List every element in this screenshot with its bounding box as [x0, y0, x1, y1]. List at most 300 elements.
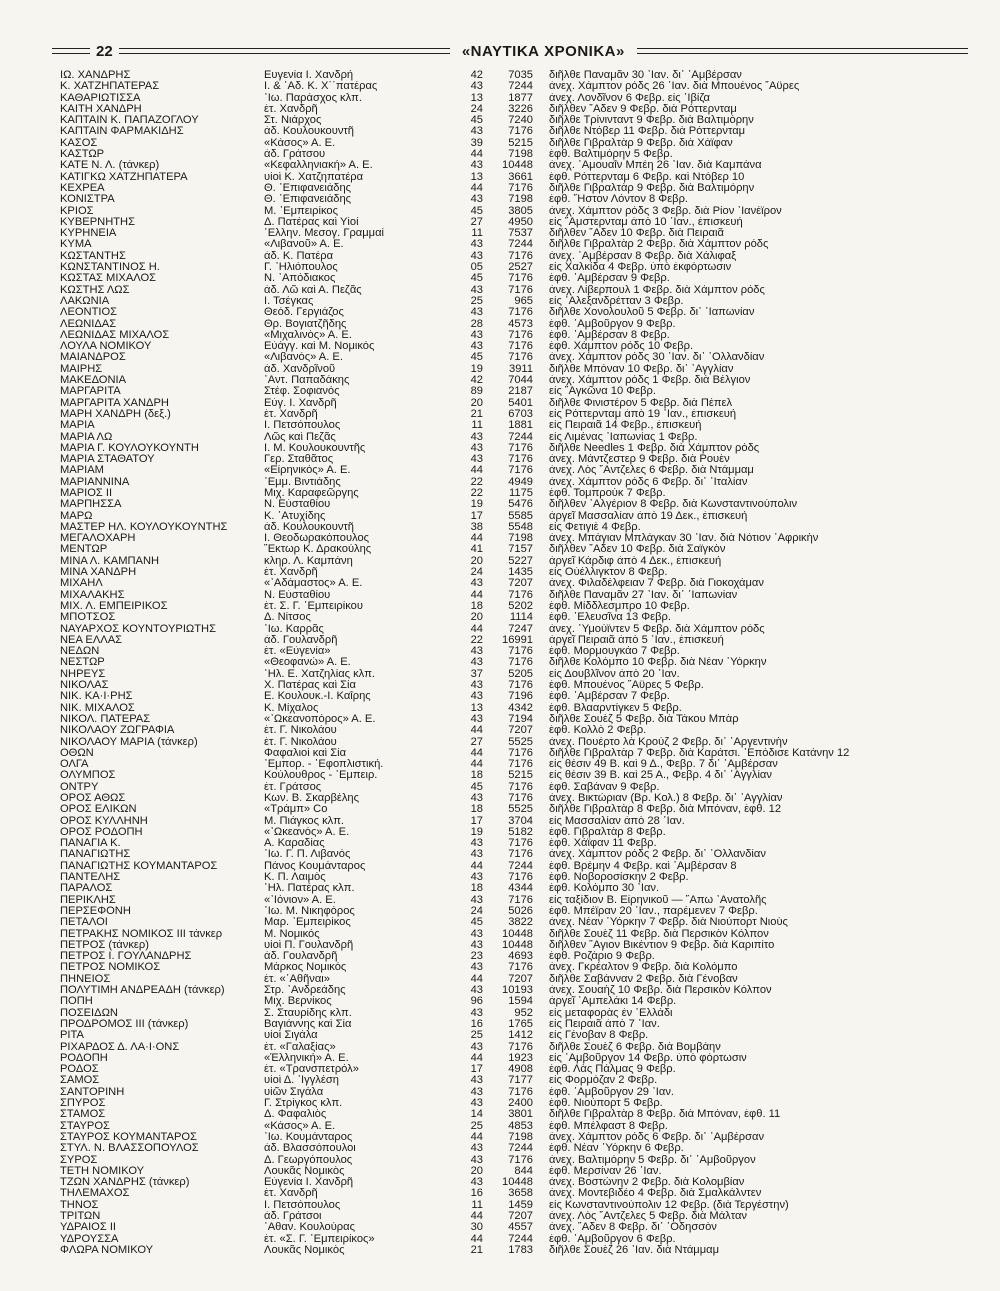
ship-status: ἐφθ. Μορμουγκάο 7 Φεβρ.: [549, 646, 680, 658]
ship-status: ἀργεῖ ᾿Αμπελάκι 14 Φεβρ.: [549, 996, 677, 1008]
ship-owner: Ι. Πετσόπουλος: [264, 1199, 341, 1211]
ship-code: 43: [470, 838, 483, 850]
ship-owner: ἑτ. «᾿Αθῆναι»: [264, 973, 330, 985]
table-row: [60, 816, 962, 827]
table-row: [60, 443, 962, 454]
ship-code: 25: [470, 1030, 483, 1042]
ship-name: ΚΑΠΤΑΙΝ Κ. ΠΑΠΑΖΟΓΛΟΥ: [60, 115, 199, 127]
table-row: [60, 1030, 962, 1041]
ship-owner: Κ. Π. Λαιμὸς: [264, 872, 326, 884]
ship-tonnage: 5202: [508, 600, 533, 612]
ship-name: ΠΑΝΑΓΙΩΤΗΣ ΚΟΥΜΑΝΤΑΡΟΣ: [60, 860, 218, 872]
table-row: [60, 341, 962, 352]
ship-owner: Φαφαλιοὶ καὶ Σία: [264, 747, 347, 759]
ship-name: ΛΕΩΝΙΔΑΣ: [60, 318, 117, 330]
table-row: [60, 273, 962, 284]
ship-status: ἐφθ. Νιούπορτ 5 Φεβρ.: [549, 1098, 663, 1110]
table-row: [60, 556, 962, 567]
ship-owner: ἀδ. Γουλανδρῆ: [264, 951, 338, 963]
ship-status: ἀνεχ. Νέαν ῾Υόρκην 7 Φεβρ. διὰ Νιούπορτ Νιοὺς: [549, 917, 788, 929]
ship-owner: ἑτ. Χανδρῆ: [264, 1188, 318, 1200]
ship-status: ἐφθ. ᾿Αμβοῦργον 6 Φεβρ.: [549, 1233, 676, 1245]
ship-name: ΝΙΚΟΛΑΣ: [60, 680, 109, 692]
ship-code: 43: [470, 81, 483, 93]
ship-name: ΙΩ. ΧΑΝΔΡΗΣ: [60, 70, 131, 81]
table-row: [60, 578, 962, 589]
ship-status: ἀνεχ. Λονδῖνον 6 Φεβρ. εἰς ῾Ιβίζα: [549, 92, 710, 104]
ship-tonnage: 7176: [508, 126, 533, 138]
ship-name: ΜΙΧΑΛΑΚΗΣ: [60, 589, 125, 601]
ship-owner: Ν. Εὐσταθίου: [264, 589, 331, 601]
ship-status: ἐφθ. ᾿Αμβέρσαν 7 Φεβρ.: [549, 691, 670, 703]
ship-name: ΚΑΤΙΓΚΩ ΧΑΤΖΗΠΑΤΕΡΑ: [60, 171, 188, 183]
ship-tonnage: 3822: [508, 917, 533, 929]
ship-tonnage: 16991: [502, 634, 533, 646]
ship-code: 43: [470, 160, 483, 172]
ship-status: ἀνεχ. Λὸς ῎Αντζελες 6 Φεβρ. διὰ Ντάμμαμ: [549, 465, 754, 477]
ship-tonnage: 7157: [508, 544, 533, 556]
ship-code: 22: [470, 634, 483, 646]
ship-status: ἀνεχ. Χάμπτον ρόδς 2 Φεβρ. δι᾿ ᾿Ολλανδίαν: [549, 849, 766, 861]
ship-owner: «Λιβανός» Α. Ε.: [264, 352, 343, 364]
ship-tonnage: 7176: [508, 465, 533, 477]
ship-code: 18: [470, 770, 483, 782]
ship-tonnage: 4950: [508, 216, 533, 228]
ship-owner: Σ. Σταυρίδης κλπ.: [264, 1007, 352, 1019]
ship-owner: Λουκᾶς Νομικὸς: [264, 1244, 345, 1256]
ship-name: ΠΕΤΡΟΣ ΝΟΜΙΚΟΣ: [60, 962, 161, 974]
table-row: [60, 804, 962, 815]
ship-code: 19: [470, 499, 483, 511]
table-row: [60, 793, 962, 804]
ship-code: 05: [470, 262, 483, 274]
table-row: [60, 917, 962, 928]
ship-owner: Θ. ᾿Επιφανειάδης: [264, 194, 352, 206]
ship-status: ἀνεχ. Χάμπτον ρόδς 3 Φεβρ. διὰ Ρίον ᾿Ιανέϊρον: [549, 205, 782, 217]
ship-tonnage: 3801: [508, 1109, 533, 1121]
ship-code: 17: [470, 815, 483, 827]
ship-code: 43: [470, 454, 483, 466]
ship-tonnage: 3911: [509, 363, 533, 375]
ship-code: 43: [470, 962, 483, 974]
ship-code: 19: [470, 826, 483, 838]
ship-tonnage: 10448: [502, 928, 533, 940]
ship-code: 43: [470, 872, 483, 884]
ship-status: ἀνεχ. ῾Υμούϊντεν 5 Φεβρ. διὰ Χάμπτον ρόδς: [549, 623, 765, 635]
ship-name: ΦΛΩΡΑ ΝΟΜΙΚΟΥ: [60, 1244, 154, 1256]
ship-status: ἀργεῖ Πειραιᾶ ἀπὸ 5 ᾿Ιαν., ἐπισκευή: [549, 634, 724, 646]
table-row: [60, 1177, 962, 1188]
ship-name: ΥΔΡΑΙΟΣ ΙΙ: [60, 1222, 117, 1234]
ship-code: 43: [470, 928, 483, 940]
ship-status: διῆλθε Παναμᾶν 27 ᾿Ιαν. δι᾿ ᾿Ιαπωνίαν: [549, 589, 738, 601]
table-row: [60, 1121, 962, 1132]
ship-name: ΚΕΧΡΕΑ: [60, 182, 105, 194]
ship-owner: ἑτ. «Εὐγενία»: [264, 646, 331, 658]
ship-code: 43: [470, 1098, 483, 1110]
ship-status: ἀνεχ. Μοντεβιδέο 4 Φεβρ. διὰ Σμαλκάλντεν: [549, 1188, 762, 1200]
ship-tonnage: 7176: [508, 307, 533, 319]
ship-name: ΜΙΧΑΗΛ: [60, 578, 103, 590]
ship-owner: Κούλουθρος - ᾿Εμπειρ.: [264, 770, 378, 782]
page-header: [52, 40, 968, 62]
header-rule-left: [52, 48, 90, 54]
ship-code: 44: [470, 1052, 483, 1064]
ship-status: ἀνεχ. Βικτώριαν (Βρ. Κολ.) 8 Φεβρ. δι᾿ ᾿Αγγλίαν: [549, 793, 783, 804]
ship-status: ἀνεχ. Μάντζεστερ 9 Φεβρ. διὰ Ρουὲν: [549, 454, 730, 466]
ship-tonnage: 2527: [508, 262, 533, 274]
ship-status: ἀργεῖ Κάρδιφ ἀπὸ 4 Δεκ., ἐπισκευή: [549, 555, 722, 567]
ship-status: εἰς Φορμόζαν 2 Φεβρ.: [549, 1075, 658, 1087]
table-row: [60, 849, 962, 860]
ship-code: 22: [470, 487, 483, 499]
ship-name: ΜΕΓΑΛΟΧΑΡΗ: [60, 533, 136, 545]
ship-owner: Βαγιάννης καὶ Σία: [264, 1018, 352, 1030]
ship-status: εἰς Πειραιᾶ 14 Φεβρ., ἐπισκευή: [549, 420, 702, 432]
ship-code: 37: [470, 668, 483, 680]
table-row: [60, 138, 962, 149]
ship-code: 43: [470, 284, 483, 296]
ship-tonnage: 7244: [508, 81, 533, 93]
table-row: [60, 533, 962, 544]
ship-tonnage: 3658: [508, 1188, 533, 1200]
table-row: [60, 104, 962, 115]
ship-owner: Μάρκος Νομικός: [264, 962, 347, 974]
ship-code: 21: [470, 1244, 483, 1256]
ship-name: Κ. ΧΑΤΖΗΠΑΤΕΡΑΣ: [60, 81, 160, 93]
ship-tonnage: 7537: [508, 228, 533, 240]
ship-code: 43: [470, 1007, 483, 1019]
ship-name: ΛΟΥΛΑ ΝΟΜΙΚΟΥ: [60, 341, 152, 353]
ship-tonnage: 4693: [508, 951, 533, 963]
ship-status: ἀνεχ. Γκρέαλτον 9 Φεβρ. διὰ Κολόμπο: [549, 962, 738, 974]
ship-name: ΟΛΥΜΠΟΣ: [60, 770, 116, 782]
table-row: [60, 488, 962, 499]
ship-tonnage: 965: [514, 295, 533, 307]
table-row: [60, 81, 962, 92]
ship-status: εἰς θέσιν 39 Β. καὶ 25 Α., Φεβρ. 4 δι᾿ ᾿Αγγλίαν: [549, 770, 772, 782]
ship-tonnage: 4908: [508, 1064, 533, 1076]
table-row: [60, 319, 962, 330]
ship-status: ἀνεχ. Χάμπτον ρόδς 1 Φεβρ. διὰ Βέλγιον: [549, 375, 751, 387]
ship-name: ΝΙΚΟΛΑΟΥ ΜΑΡΙΑ (τάνκερ): [60, 736, 198, 748]
ship-status: εἰς ᾿Αλεξανδρέτταν 3 Φεβρ.: [549, 295, 684, 307]
ship-status: εἰς Γένοβαν 8 Φεβρ.: [549, 1030, 649, 1042]
ship-status: ἐφθ. Μπέϊραν 20 ᾿Ιαν., παρέμενεν 7 Φεβρ.: [549, 905, 758, 917]
ship-status: εἰς Φετιγιὲ 4 Φεβρ.: [549, 521, 641, 533]
ship-tonnage: 1594: [508, 996, 533, 1008]
ship-owner: ἑτ. Χανδρῆ: [264, 103, 318, 115]
ship-owner: «᾿Ωκεανός» Α. Ε.: [264, 826, 350, 838]
ship-owner: «᾿Αδάμαστος» Α. Ε.: [264, 578, 363, 590]
ship-name: ΝΙΚ. ΚΑ·Ι·ΡΗΣ: [60, 691, 133, 703]
table-row: [60, 940, 962, 951]
ship-owner: Ν. Εὐσταθίου: [264, 499, 331, 511]
ship-code: 45: [470, 205, 483, 217]
table-row: [60, 895, 962, 906]
ship-tonnage: 2187: [508, 386, 533, 398]
ship-code: 42: [470, 375, 483, 387]
table-row: [60, 183, 962, 194]
ship-name: ΜΑΡΓΑΡΙΤΑ: [60, 386, 121, 398]
ship-name: ΟΡΟΣ ΚΥΛΛΗΝΗ: [60, 815, 148, 827]
ship-code: 44: [470, 1210, 483, 1222]
header-rule-middle: [119, 48, 450, 54]
ship-name: ΠΕΡΣΕΦΟΝΗ: [60, 905, 131, 917]
ship-tonnage: 7194: [508, 713, 533, 725]
ship-tonnage: 7176: [508, 657, 533, 669]
ship-name: ΜΑΡΩ: [60, 510, 93, 522]
ship-tonnage: 7247: [508, 623, 533, 635]
ship-code: 43: [470, 691, 483, 703]
ship-status: διῆλθε Γιβραλτὰρ 8 Φεβρ. διὰ Μπόναν, ἐφθ. 12: [549, 804, 782, 816]
table-row: [60, 160, 962, 171]
ship-code: 43: [470, 329, 483, 341]
ship-code: 45: [470, 273, 483, 285]
ship-owner: ἑτ. Σ. Γ. ᾿Εμπειρίκου: [264, 600, 363, 612]
ship-status: ἐφθ. Τομπρούκ 7 Φεβρ.: [549, 487, 666, 499]
ship-name: ΠΟΣΕΙΔΩΝ: [60, 1007, 118, 1019]
ship-name: ΤΕΤΗ ΝΟΜΙΚΟΥ: [60, 1165, 145, 1177]
ship-name: ΚΡΙΟΣ: [60, 205, 94, 217]
ship-name: ΠΑΝΤΕΛΗΣ: [60, 872, 121, 884]
ship-owner: ῾Ηλ. Πατέρας κλπ.: [264, 883, 355, 895]
ship-status: διῆλθε Παναμᾶν 30 ᾿Ιαν. δι᾿ ᾿Αμβέρσαν: [549, 70, 742, 81]
ship-name: ΣΤΑΜΟΣ: [60, 1109, 106, 1121]
ship-owner: ἑτ. «Σ. Γ. ᾿Εμπειρίκος»: [264, 1233, 375, 1245]
ship-code: 25: [470, 1120, 483, 1132]
table-row: [60, 703, 962, 714]
ship-name: ΣΤΑΥΡΟΣ ΚΟΥΜΑΝΤΑΡΟΣ: [60, 1131, 197, 1143]
ship-name: ΠΕΤΑΛΟΙ: [60, 917, 108, 929]
ship-status: διῆλθεν ᾿Αλγέριον 8 Φεβρ. διὰ Κωνσταντινούπολιν: [549, 499, 798, 511]
ship-name: ΥΔΡΟΥΣΣΑ: [60, 1233, 119, 1245]
ship-name: ΚΩΝΣΤΑΝΤΙΝΟΣ Η.: [60, 262, 160, 274]
table-row: [60, 759, 962, 770]
ship-owner: «Τράμπ» Co: [264, 804, 328, 816]
ship-name: ΝΙΚΟΛ. ΠΑΤΕΡΑΣ: [60, 713, 151, 725]
ship-name: ΚΑΣΟΣ: [60, 137, 98, 149]
ship-status: ἀνεχ. Χάμπτον ρόδς 26 ᾿Ιαν. διὰ Μπουένος ῎Αϋρες: [549, 81, 800, 93]
ship-name: ΜΑΙΑΝΔΡΟΣ: [60, 352, 126, 364]
ship-name: ΝΕΔΩΝ: [60, 646, 100, 658]
ship-tonnage: 6703: [508, 408, 533, 420]
table-row: [60, 1245, 962, 1256]
ship-owner: υἱῶν Σιγάλα: [264, 1086, 324, 1098]
ship-status: εἰς Ρόττερνταμ ἀπὸ 19 ᾿Ιαν., ἐπισκευή: [549, 408, 737, 420]
ship-name: ΠΑΝΑΓΙΩΤΗΣ: [60, 849, 131, 861]
ship-code: 43: [470, 1075, 483, 1087]
ship-code: 11: [471, 228, 483, 240]
table-row: [60, 996, 962, 1007]
ship-code: 43: [470, 894, 483, 906]
table-row: [60, 409, 962, 420]
ship-code: 22: [470, 476, 483, 488]
ship-owner: Μ. ᾿Εμπειρίκος: [264, 205, 338, 217]
ship-code: 44: [470, 589, 483, 601]
table-row: [60, 1098, 962, 1109]
ship-tonnage: 5476: [508, 499, 533, 511]
ship-tonnage: 7176: [508, 849, 533, 861]
ship-owner: Στ. Νιάρχος: [264, 115, 322, 127]
ship-name: ΜΑΡΙΑ ΛΩ: [60, 431, 113, 443]
table-row: [60, 951, 962, 962]
ship-tonnage: 7207: [508, 725, 533, 737]
ship-code: 20: [470, 555, 483, 567]
ship-tonnage: 7177: [508, 1075, 533, 1087]
ship-name: ΟΛΓΑ: [60, 759, 89, 771]
ship-name: ΚΑΙΤΗ ΧΑΝΔΡΗ: [60, 103, 142, 115]
ship-code: 43: [470, 431, 483, 443]
ship-status: διῆλθεν ῎Αδεν 10 Φεβρ. διὰ Σαϊγκὸν: [549, 544, 726, 556]
ship-code: 96: [470, 996, 483, 1008]
ship-tonnage: 5525: [508, 804, 533, 816]
ship-code: 17: [470, 1064, 483, 1076]
ship-tonnage: 7207: [508, 1210, 533, 1222]
table-row: [60, 635, 962, 646]
publication-title: «ΝΑΥΤΙΚΑ ΧΡΟΝΙΚΑ»: [461, 42, 625, 60]
ship-code: 89: [470, 386, 483, 398]
ship-name: ΣΑΜΟΣ: [60, 1075, 100, 1087]
ship-tonnage: 4573: [508, 318, 533, 330]
ship-name: ΜΕΝΤΩΡ: [60, 544, 108, 556]
ship-tonnage: 7244: [508, 1233, 533, 1245]
ship-name: ΠΟΛΥΤΙΜΗ ΑΝΔΡΕΑΔΗ (τάνκερ): [60, 985, 225, 997]
ship-code: 18: [470, 804, 483, 816]
ship-code: 18: [470, 883, 483, 895]
ship-code: 43: [470, 939, 483, 951]
ship-tonnage: 3661: [508, 171, 533, 183]
ship-tonnage: 1459: [508, 1199, 533, 1211]
ship-owner: Μαρ. ᾿Εμπειρίκος: [264, 917, 351, 929]
ship-tonnage: 7176: [508, 747, 533, 759]
ship-tonnage: 10448: [502, 1177, 533, 1189]
ship-tonnage: 7207: [508, 578, 533, 590]
ship-code: 44: [470, 465, 483, 477]
ship-owner: Εὐάγγ. καὶ Μ. Νομικός: [264, 341, 375, 353]
table-row: [60, 126, 962, 137]
table-row: [60, 330, 962, 341]
ship-tonnage: 7176: [508, 442, 533, 454]
ship-code: 43: [470, 985, 483, 997]
table-row: [60, 1075, 962, 1086]
ship-code: 44: [470, 1233, 483, 1245]
table-row: [60, 239, 962, 250]
table-row: [60, 420, 962, 431]
ship-code: 17: [470, 510, 483, 522]
table-row: [60, 737, 962, 748]
ship-owner: «Ἑλληνική» Α. Ε.: [264, 1052, 349, 1064]
ship-tonnage: 5401: [508, 397, 533, 409]
ship-code: 21: [470, 408, 483, 420]
ship-name: ΣΤΥΛ. Ν. ΒΛΑΣΣΟΠΟΥΛΟΣ: [60, 1143, 199, 1155]
table-row: [60, 477, 962, 488]
ship-tonnage: 7176: [508, 793, 533, 804]
ship-tonnage: 7244: [508, 1143, 533, 1155]
ship-tonnage: 4344: [508, 883, 533, 895]
ship-code: 44: [470, 860, 483, 872]
ship-name: ΠΕΡΙΚΛΗΣ: [60, 894, 116, 906]
ship-code: 16: [470, 1018, 483, 1030]
ship-code: 43: [470, 1177, 483, 1189]
ship-owner: Κ. ᾿Ατυχίδης: [264, 510, 326, 522]
ship-code: 16: [470, 1188, 483, 1200]
ship-name: ΡΟΔΟΠΗ: [60, 1052, 108, 1064]
ship-status: ἀνεχ. Σουαὴζ 10 Φεβρ. διὰ Περσικὸν Κόλπον: [549, 985, 772, 997]
ship-name: ΟΡΟΣ ΑΘΩΣ: [60, 793, 126, 804]
table-row: [60, 906, 962, 917]
ship-owner: Εὐγ. Ι. Χανδρῆ: [264, 397, 337, 409]
ship-name: ΤΗΝΟΣ: [60, 1199, 99, 1211]
ship-owner: ἑτ. Γράτσος: [264, 781, 322, 793]
ship-status: εἰς Λιμένας ᾿Ιαπωνίας 1 Φεβρ.: [549, 431, 698, 443]
ship-owner: Μ. Πιάγκος κλπ.: [264, 815, 345, 827]
ship-status: ἀνεχ. ᾿Αμβέρσαν 8 Φεβρ. διὰ Χάλιφαξ: [549, 250, 737, 262]
ship-code: 19: [470, 363, 483, 375]
ship-code: 44: [470, 1131, 483, 1143]
table-row: [60, 307, 962, 318]
ship-code: 38: [470, 521, 483, 533]
ship-owner: Μ. Νομικός: [264, 928, 320, 940]
ship-owner: Πάνος Κουμάνταρος: [264, 860, 366, 872]
ship-owner: Ι. Τσέγκας: [264, 295, 314, 307]
table-row: [60, 1166, 962, 1177]
ship-owner: ἑτ. Χανδρῆ: [264, 408, 318, 420]
table-row: [60, 680, 962, 691]
ship-owner: ἀδ. Χανδρῖνοῦ: [264, 363, 336, 375]
ship-code: 25: [470, 295, 483, 307]
ship-code: 43: [470, 713, 483, 725]
ship-name: ΜΙΝΑ Λ. ΚΑΜΠΑΝΗ: [60, 555, 160, 567]
ship-tonnage: 7176: [508, 646, 533, 658]
ship-name: ΜΑΡΙΑ Γ. ΚΟΥΛΟΥΚΟΥΝΤΗ: [60, 442, 199, 454]
table-row: [60, 624, 962, 635]
ship-owner: «Κάσος» Α. Ε.: [264, 1120, 336, 1132]
ship-code: 43: [470, 849, 483, 861]
table-row: [60, 962, 962, 973]
ship-name: ΜΑΣΤΕΡ ΗΛ. ΚΟΥΛΟΥΚΟΥΝΤΗΣ: [60, 521, 228, 533]
ship-name: ΛΕΩΝΙΔΑΣ ΜΙΧΑΛΟΣ: [60, 329, 170, 341]
ship-status: ἀνεχ. Πουέρτο λὰ Κρούζ 2 Φεβρ. δι᾿ ᾿Αργεντινὴν: [549, 736, 788, 748]
ship-status: ἀνεχ. Βαλτιμόρην 5 Φεβρ. δι᾿ ᾿Αμβοῦργον: [549, 1154, 756, 1166]
ship-name: ΟΝΤΡΥ: [60, 781, 99, 793]
ship-code: 45: [470, 781, 483, 793]
ship-owner: ἀδ. Βλασσόπουλοι: [264, 1143, 356, 1155]
ship-owner: κληρ. Λ. Καμπάνη: [264, 555, 353, 567]
ship-code: 28: [470, 318, 483, 330]
ship-name: ΡΟΔΟΣ: [60, 1064, 99, 1076]
ship-status: ἀνεχ. ῎Αδεν 8 Φεβρ. δι᾿ ᾿Οδησσὸν: [549, 1222, 717, 1234]
ship-owner: Γ. ᾿Ηλιόπουλος: [264, 262, 338, 274]
ship-name: ΠΟΠΗ: [60, 996, 93, 1008]
ship-owner: Στέφ. Σοφιανός: [264, 386, 340, 398]
ship-tonnage: 7176: [508, 1154, 533, 1166]
ship-code: 43: [470, 657, 483, 669]
ship-name: ΚΩΣΤΑΣ ΜΙΧΑΛΟΣ: [60, 273, 157, 285]
ship-name: ΚΑΤΕ Ν. Λ. (τάνκερ): [60, 160, 160, 172]
ship-owner: «Εἰρηνικός» Α. Ε.: [264, 465, 351, 477]
ship-owner: «Κάσος» Α. Ε.: [264, 137, 336, 149]
ship-status: διῆλθεν ῞Αγιον Βικέντιον 9 Φεβρ. διὰ Καριπίτο: [549, 939, 775, 951]
ship-tonnage: 5215: [508, 137, 533, 149]
ship-code: 41: [470, 544, 483, 556]
ship-code: 43: [470, 126, 483, 138]
ship-tonnage: 7176: [508, 838, 533, 850]
ship-code: 44: [470, 973, 483, 985]
ship-name: ΡΙΧΑΡΔΟΣ Δ. ΛΑ·Ι·ΟΝΣ: [60, 1041, 180, 1053]
ship-tonnage: 7176: [508, 872, 533, 884]
ship-name: ΝΗΡΕΥΣ: [60, 668, 106, 680]
